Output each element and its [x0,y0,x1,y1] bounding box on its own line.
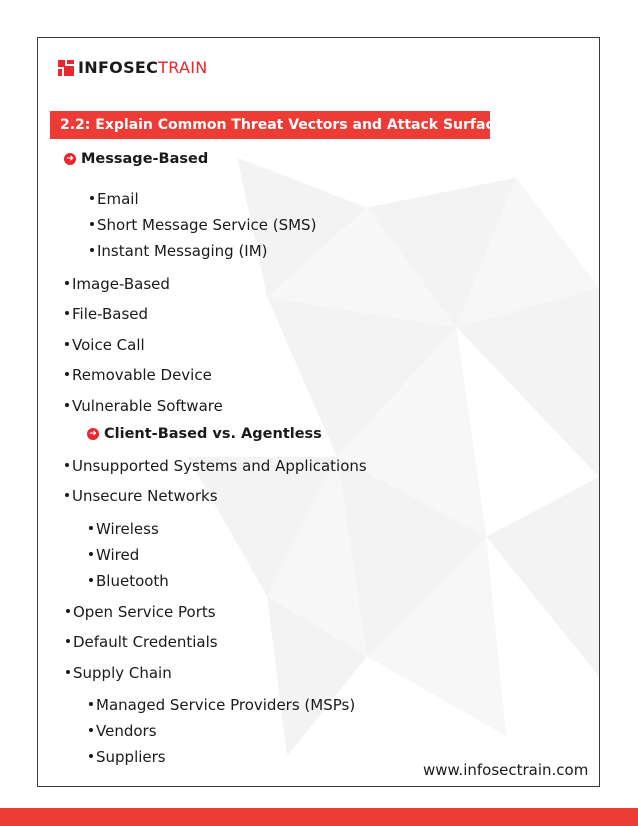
bullet-icon [89,728,93,732]
item-label: Message-Based [81,151,209,167]
list-item [89,546,139,564]
list-item [66,603,216,621]
list-item [65,397,223,415]
bullet-icon [90,222,94,226]
brand-logo [58,58,208,77]
list-item [90,216,316,234]
list-item [66,633,218,651]
logo-text-train: TRAIN [158,58,208,77]
item-label: Removable Device [72,366,212,384]
list-item [90,242,268,260]
item-label: File-Based [72,305,149,323]
list-item [65,366,212,384]
subheading-message-based [64,151,208,167]
item-label: Image-Based [72,275,170,293]
list-item [65,305,148,323]
arrow-right-icon: ➜ [87,428,99,440]
arrow-right-icon: ➜ [64,153,76,165]
bullet-icon [89,754,93,758]
subheading-client-based [87,426,322,442]
item-label: Unsupported Systems and Applications [72,457,367,475]
item-label: Vulnerable Software [72,397,223,415]
item-label: Email [97,190,139,208]
list-item [65,275,170,293]
item-label: Instant Messaging (IM) [97,242,268,260]
list-item [89,696,355,714]
bullet-icon [66,670,70,674]
list-item [65,487,218,505]
bullet-icon [89,526,93,530]
list-item [66,664,172,682]
list-item [90,190,139,208]
bullet-icon [65,372,69,376]
website-link[interactable]: www.infosectrain.com [423,761,589,779]
section-title: 2.2: Explain Common Threat Vectors and Attack Surfaces [50,111,490,139]
item-label: Managed Service Providers (MSPs) [96,696,356,714]
logo-text-infosec: INFOSEC [78,58,159,77]
bullet-icon [65,463,69,467]
bullet-icon [65,403,69,407]
list-item [89,572,169,590]
bullet-icon [66,609,70,613]
bullet-icon [90,248,94,252]
item-label: Voice Call [72,336,145,354]
bullet-icon [89,702,93,706]
list-item [89,520,159,538]
bullet-icon [66,639,70,643]
item-label: Short Message Service (SMS) [97,216,317,234]
list-item [89,748,166,766]
item-label: Supply Chain [73,664,172,682]
item-label: Bluetooth [96,572,169,590]
bullet-icon [90,196,94,200]
item-label: Default Credentials [73,633,218,651]
item-label: Unsecure Networks [72,487,218,505]
bullet-icon [65,493,69,497]
bullet-icon [65,281,69,285]
item-label: Client-Based vs. Agentless [104,426,322,442]
bullet-icon [65,342,69,346]
item-label: Wireless [96,520,159,538]
item-label: Vendors [96,722,157,740]
item-label: Wired [96,546,140,564]
footer-bar [0,808,638,826]
logo-icon [58,60,74,76]
bullet-icon [89,578,93,582]
list-item [89,722,157,740]
item-label: Open Service Ports [73,603,216,621]
bullet-icon [89,552,93,556]
list-item [65,457,367,475]
list-item [65,336,145,354]
bullet-icon [65,311,69,315]
item-label: Suppliers [96,748,166,766]
